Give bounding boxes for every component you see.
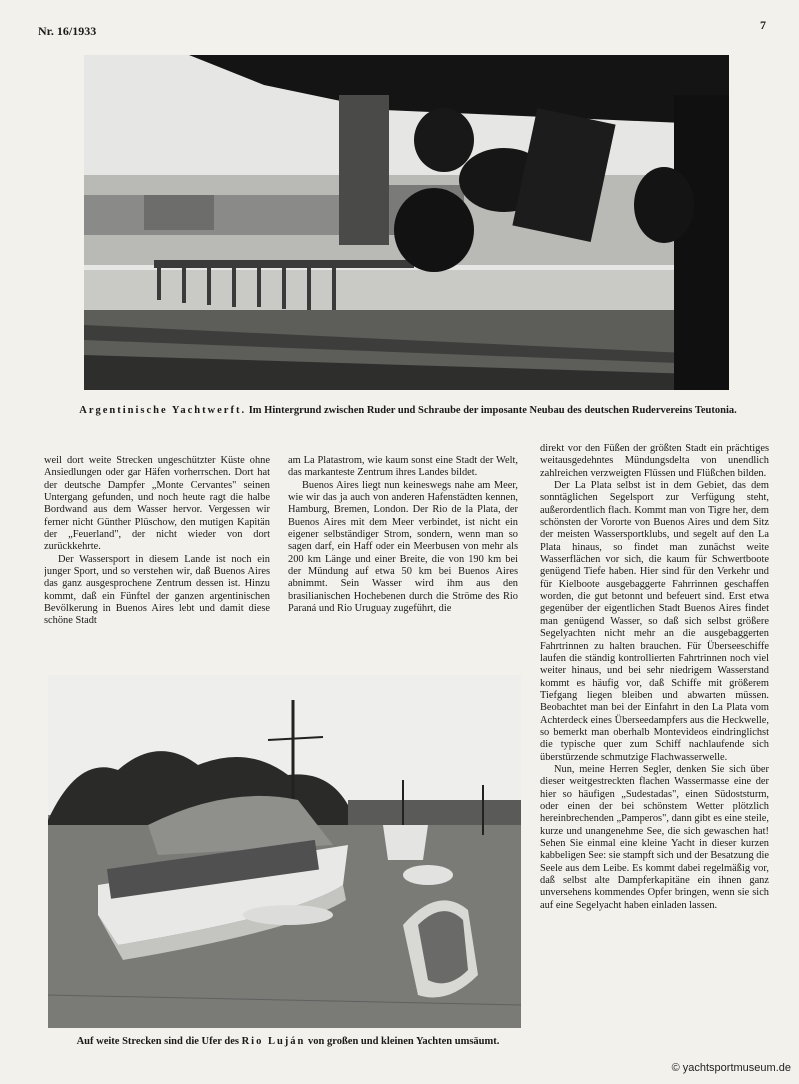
column-3-paragraph: Nun, meine Herren Segler, denken Sie sich über dieser weitgestreckten flachen Wassermasse eine der hier so häufigen „Sudestadas", einen Südoststurm, oder einen der bei schönstem Wetter plötzlich hereinbrechenden „Pamperos", dann gibt es eine steile, kurze und unangenehme See, die sich gewaschen hat! Sehen Sie einmal eine kleine Yacht in dieser kurzen kabbeligen See: sie stampft sich und der Besatzung die Seele aus dem Leibe. Es kommt dabei regelmäßig vor, daß selbst alte Dampferkapitäne ein ihnen ganz unversehens kommendes Opfer bringen, wenn sie sich auf eine Segelyacht haben einladen lassen. [540,763,769,911]
bottom-caption-spaced: Rio Luján [241,1036,306,1047]
column-2-paragraph: Buenos Aires liegt nun keineswegs nahe am Meer, wie wir das ja auch von anderen Hafenstädten kennen, Hamburg, Bremen, London. Der Rio de la Plata, der Buenos Aires mit dem Meer verbindet, ist nicht ein eigener selbständiger Strom, sondern, wenn man so sagen darf, ein Haff oder ein Meerbusen von mehr als 200 km Länge und einer Breite, die von 190 km bei der Mündung auf etwa 50 km bei Buenos Aires abnimmt. Sein Wasser wird ihm aus den brasilianischen Hochebenen durch die Ströme des Rio Paraná und Rio Uruguay zugeführt, die [288,479,518,615]
bottom-caption [58,1035,518,1048]
top-caption [58,404,758,417]
shipyard-photo [84,55,729,390]
issue-number: Nr. 16/1933 [38,24,97,38]
top-caption-text: Im Hintergrund zwischen Ruder und Schraube der imposante Neubau des deutschen Rudervereins Teutonia. [248,405,737,416]
column-3 [540,443,769,1063]
column-2-paragraph: am La Platastrom, wie kaum sonst eine Stadt der Welt, das markanteste Zentrum ihres Landes bildet. [288,455,518,479]
watermark: © yachtsportmuseum.de [671,1062,791,1074]
column-1 [44,455,270,680]
column-3-paragraph: Der La Plata selbst ist in dem Gebiet, das dem sonntäglichen Segelsport zur Verfügung steht, außerordentlich flach. Kommt man von Tigre her, dem schönsten der Vororte von Buenos Aires und dem Sitz der meisten Wassersportklubs, und segelt auf den La Plata hinaus, so findet man zunächst weite Wasserflächen vor sich, die kaum für Schwertboote genügend Tiefe haben. Hier sind für den Verkehr und für Kielboote ausgebaggerte Fahrrinnen geschaffen worden, die gut betonnt und befeuert sind. Erst etwa gegenüber der eigentlichen Stadt Buenos Aires findet man genügend Wasser, so daß sich selbst größere Segelyachten nicht mehr an die ausgebaggerten Fahrtrinnen zu halten brauchen. Für Überseeschiffe laufen die ständig kontrollierten Fahrtrinnen noch viel weiter hinaus, und bei sehr niedrigem Wasserstand kommt es häufig vor, daß Schiffe mit größerem Tiefgang liegen bleiben und abwarten müssen. Beobachtet man bei der Einfahrt in den La Plata vom Achterdeck eines Überseedampfers aus die Heckwelle, so bemerkt man oberhalb Montevideos eindringlichst die typische quer zum Schiff nachlaufende sich überstürzende schmutzige Flachwasserwelle. [540,480,769,763]
top-caption-spaced: Argentinische Yachtwerft. [79,405,247,416]
column-3-paragraph: direkt vor den Füßen der größten Stadt ein prächtiges weitausgedehntes Mündungsdelta von unendlich zahlreichen verzweigten Flüssen und Flüßchen bilden. [540,443,769,479]
column-1-paragraph: weil dort weite Strecken ungeschützter Küste ohne Ansiedlungen oder gar Häfen vorherrschen. Dort hat der deutsche Dampfer „Monte Cervantes" seinen Untergang gefunden, und noch heute ragt die halbe Bordwand aus dem Wasser hervor. Vergessen wir ferner nicht Günther Plüschow, den mutigen Kapitän der „Feuerland", der nicht wieder von dort zurückkehrte. [44,455,270,553]
column-1-paragraph: Der Wassersport in diesem Lande ist noch ein junger Sport, und so verstehen wir, daß Buenos Aires das ganz ausgesprochene Zentrum dessen ist. Hinzu kommt, daß ein Fünftel der ganzen argentinischen Bevölkerung in Buenos Aires lebt und damit diese schöne Stadt [44,553,270,627]
bottom-caption-before: Auf weite Strecken sind die Ufer des [76,1036,239,1047]
column-2 [288,455,518,680]
page-number: 7 [760,18,766,32]
bottom-caption-after: von großen und kleinen Yachten umsäumt. [308,1036,500,1047]
river-yachts-photo [48,675,521,1028]
